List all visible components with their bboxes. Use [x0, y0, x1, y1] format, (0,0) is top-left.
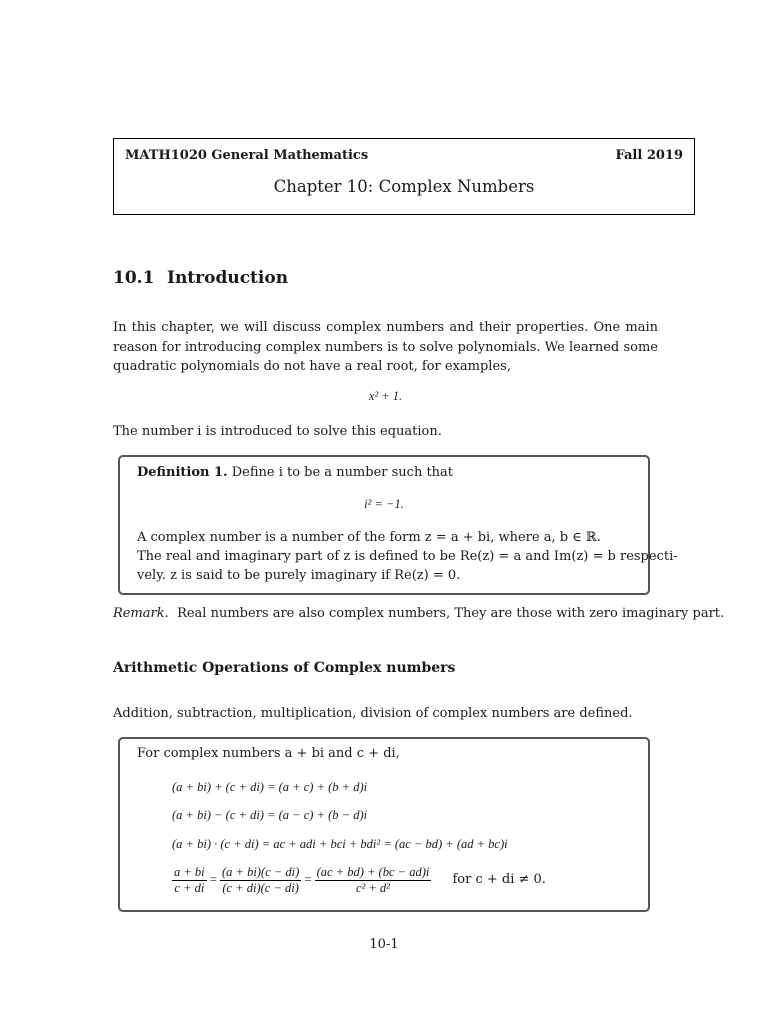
course-name: MATH1020 General Mathematics [125, 148, 369, 163]
section-title: Introduction [167, 268, 289, 288]
equals-sign: = [304, 872, 312, 887]
chapter-title: Chapter 10: Complex Numbers [273, 177, 535, 196]
intro-after-text: The number i is introduced to solve this equation. [113, 424, 442, 439]
arithmetic-box [118, 737, 650, 912]
remark-label: Remark. [113, 606, 169, 621]
remark-text: Real numbers are also complex numbers, They are those with zero imaginary part. [177, 606, 725, 621]
page-number: 10-1 [369, 937, 399, 952]
multiplication-formula: (a + bi) · (c + di) = ac + adi + bci + bdi² = (ac − bd) + (ad + bc)i [172, 837, 508, 851]
section-heading [113, 268, 288, 288]
definition-box [118, 455, 678, 595]
remark [113, 606, 724, 621]
subtraction-formula: (a + bi) − (c + di) = (a − c) + (b − d)i [172, 808, 368, 822]
fraction-numerator: (a + bi)(c − di) [221, 865, 300, 879]
division-condition: for c + di ≠ 0. [452, 872, 546, 888]
arithmetic-heading: Arithmetic Operations of Complex numbers [113, 660, 456, 676]
section-number: 10.1 [113, 268, 155, 288]
division-formula [172, 865, 546, 896]
definition-lead: Define i to be a number such that [231, 465, 454, 480]
definition-line-2: The real and imaginary part of z is defined to be Re(z) = a and Im(z) = b respecti- [137, 549, 678, 564]
course-header-box [113, 138, 695, 215]
division-fraction-2 [220, 865, 301, 896]
fraction-numerator: (ac + bd) + (bc − ad)i [316, 865, 430, 879]
intro-equation: x² + 1. [368, 389, 403, 403]
definition-equation: i² = −1. [364, 497, 404, 511]
fraction-numerator: a + bi [174, 865, 205, 879]
division-fraction-1 [172, 865, 207, 896]
division-fraction-3 [315, 865, 432, 896]
definition-label: Definition 1. [137, 465, 228, 480]
fraction-denominator: c + di [174, 881, 205, 895]
addition-formula: (a + bi) + (c + di) = (a + c) + (b + d)i [172, 780, 368, 794]
fraction-denominator: c² + d² [355, 881, 390, 895]
definition-lead-line [137, 465, 453, 480]
arithmetic-lead: For complex numbers a + bi and c + di, [137, 746, 400, 761]
intro-paragraph: In this chapter, we will discuss complex numbers and their properties. One main reason for introducing complex numbers is to solve polynomials. We learned some quadratic polynomials do not have a real root, for examples, [113, 320, 658, 374]
definition-line-3: vely. z is said to be purely imaginary if Re(z) = 0. [137, 568, 461, 583]
fraction-denominator: (c + di)(c − di) [222, 881, 299, 895]
course-term: Fall 2019 [615, 148, 683, 163]
arithmetic-intro: Addition, subtraction, multiplication, division of complex numbers are defined. [113, 706, 633, 721]
equals-sign: = [209, 872, 217, 887]
definition-line-1: A complex number is a number of the form z = a + bi, where a, b ∈ ℝ. [137, 530, 601, 545]
